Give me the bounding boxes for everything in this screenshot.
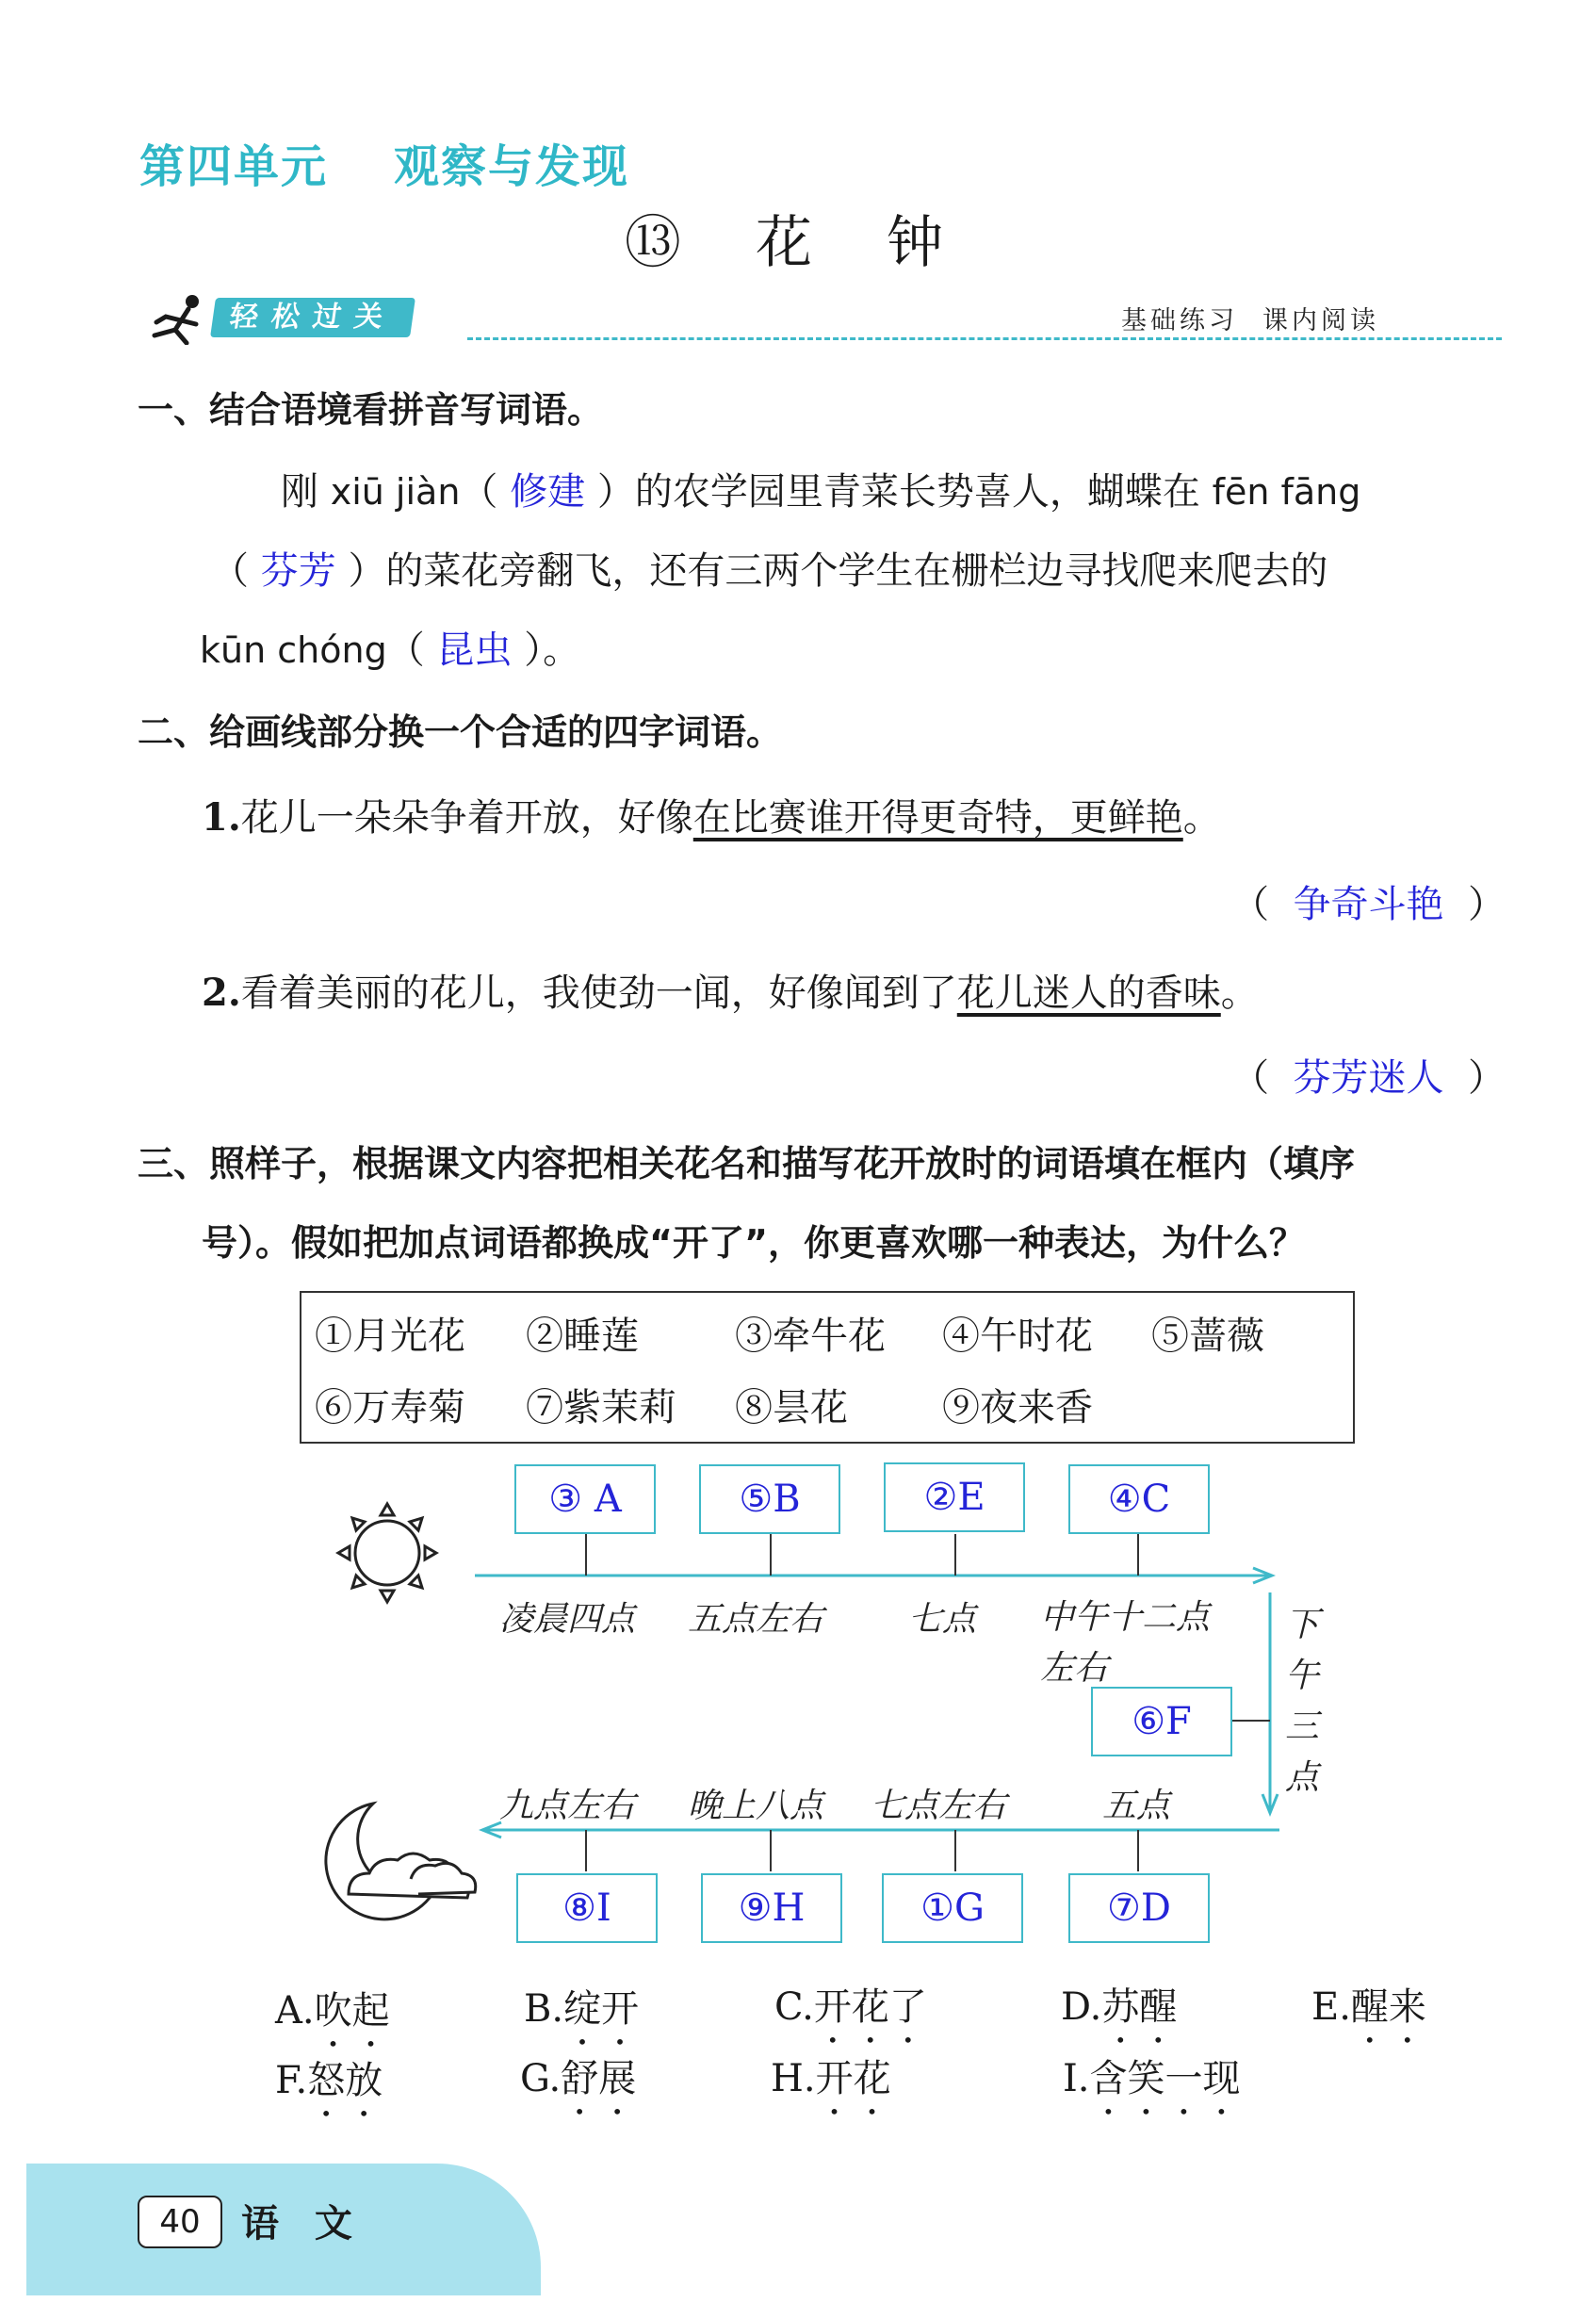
q3-heading-line-1: 三、照样子，根据课文内容把相关花名和描写花开放时的词语填在框内（填序 (138, 1143, 1356, 1184)
section-divider (467, 337, 1502, 340)
bank-item: ②睡莲 (526, 1315, 639, 1358)
answer-box: ③ A (514, 1464, 656, 1534)
time-label: 五点左右 (688, 1600, 824, 1639)
q1-line-1: 刚 xiū jiàn（ 修建 ）的农学园里青菜长势喜人，蝴蝶在 fēn fāng (281, 470, 1361, 514)
answer-fenfang: 芬芳 (260, 549, 336, 593)
bank-item: ⑦紫茉莉 (526, 1386, 676, 1429)
bank-item: ⑤蔷薇 (1151, 1315, 1264, 1358)
answer-box: ⑦D (1068, 1873, 1210, 1943)
answer-box: ⑨H (701, 1873, 842, 1943)
time-label: 下 (1285, 1606, 1320, 1644)
option-h: H.开花 (771, 2057, 891, 2100)
tag-reading: 课内阅读 (1262, 306, 1379, 335)
q2-answer-1: （ 争奇斗艳 ） (1231, 883, 1506, 926)
option-i: I.含笑一现 (1063, 2057, 1241, 2100)
option-e: E.醒来 (1311, 1985, 1426, 2029)
flower-word-bank (300, 1291, 1355, 1444)
underlined-phrase-2: 花儿迷人的香味 (956, 972, 1221, 1015)
section-tags (1097, 300, 1379, 336)
tag-basic: 基础练习 (1121, 306, 1238, 335)
bank-item: ③牵牛花 (735, 1315, 886, 1358)
runner-icon (138, 292, 213, 345)
q1-heading: 一、结合语境看拼音写词语。 (138, 389, 604, 431)
time-label: 午 (1285, 1657, 1320, 1695)
lesson-title: ⑬ 花 钟 (624, 210, 972, 276)
time-label: 凌晨四点 (499, 1600, 636, 1639)
bank-item: ⑥万寿菊 (315, 1386, 465, 1429)
pinyin-fenfang: fēn fāng (1212, 471, 1361, 513)
option-g: G.舒展 (520, 2057, 637, 2100)
section-badge: 轻松过关 (210, 298, 415, 337)
answer-box: ②E (884, 1462, 1025, 1532)
pinyin-xiujian: xiū jiàn (330, 471, 461, 513)
answer-xiujian: 修建 (510, 470, 586, 514)
q1-line-2: （ 芬芳 ）的菜花旁翻飞，还有三两个学生在栅栏边寻找爬来爬去的 (211, 549, 1328, 593)
q2-answer-2: （ 芬芳迷人 ） (1231, 1056, 1506, 1100)
time-label: 三 (1285, 1707, 1320, 1746)
q2-sentence-1: 1.花儿一朵朵争着开放，好像在比赛谁开得更奇特，更鲜艳。 (202, 795, 1221, 840)
answer-box: ⑧I (516, 1873, 658, 1943)
bank-item: ⑨夜来香 (942, 1386, 1093, 1429)
answer-box: ①G (882, 1873, 1023, 1943)
time-label: 中午十二点 (1040, 1598, 1211, 1637)
option-d: D.苏醒 (1061, 1985, 1178, 2029)
underlined-phrase-1: 在比赛谁开得更奇特，更鲜艳 (692, 796, 1183, 840)
time-label: 点 (1285, 1758, 1320, 1797)
pinyin-kunchong: kūn chóng (200, 629, 387, 671)
bank-item: ④午时花 (942, 1315, 1093, 1358)
option-c: C.开花了 (774, 1985, 927, 2029)
option-a: A.吹起 (275, 1989, 390, 2033)
q3-heading-line-2: 号）。假如把加点词语都换成“开了”，你更喜欢哪一种表达，为什么？ (202, 1222, 1305, 1264)
sun-icon (338, 1504, 436, 1602)
time-label: 九点左右 (499, 1787, 636, 1825)
unit-theme: 观察与发现 (394, 140, 630, 193)
q2-sentence-2: 2.看着美丽的花儿，我使劲一闻，好像闻到了花儿迷人的香味。 (202, 971, 1259, 1015)
time-label: 五点 (1102, 1787, 1171, 1825)
answer-kunchong: 昆虫 (436, 629, 513, 672)
answer-box: ⑤B (699, 1464, 840, 1534)
moon-icon (326, 1804, 476, 1919)
bank-item: ⑧昙花 (735, 1386, 848, 1429)
time-label: 七点左右 (871, 1787, 1007, 1825)
unit-heading (139, 130, 629, 195)
option-b: B.绽开 (524, 1987, 640, 2031)
time-label: 晚上八点 (688, 1787, 824, 1825)
unit-label: 第四单元 (139, 140, 329, 193)
answer-box: ④C (1068, 1464, 1210, 1534)
q1-line-3: kūn chóng（ 昆虫 ）。 (200, 629, 581, 672)
time-label: 七点 (908, 1600, 977, 1639)
answer-box: ⑥F (1091, 1687, 1232, 1756)
page-number: 40 (138, 2196, 222, 2248)
q2-heading: 二、给画线部分换一个合适的四字词语。 (138, 711, 783, 753)
subject-label: 语 文 (241, 2202, 364, 2246)
bank-item: ①月光花 (315, 1315, 465, 1358)
option-f: F.怒放 (275, 2059, 383, 2102)
time-label: 左右 (1040, 1649, 1109, 1688)
